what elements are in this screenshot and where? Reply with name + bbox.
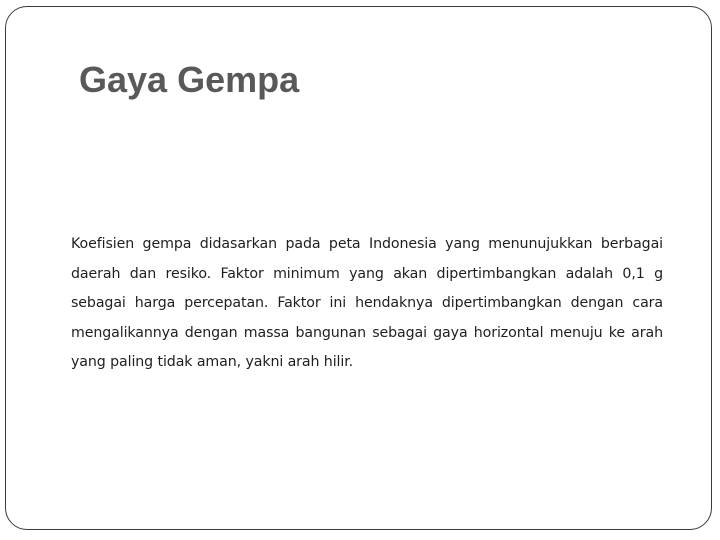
slide-body-text: Koefisien gempa didasarkan pada peta Indonesia yang menunujukkan berbagai daerah dan resiko. Faktor minimum yang akan dipertimbangkan adalah 0,1 g sebagai harga percepatan. Faktor ini hendaknya dipertimbangkan dengan cara mengalikannya dengan massa bangunan sebagai gaya horizontal menuju ke arah yang paling tidak aman, yakni arah hilir. bbox=[71, 236, 663, 370]
slide-title: Gaya Gempa bbox=[79, 59, 300, 100]
